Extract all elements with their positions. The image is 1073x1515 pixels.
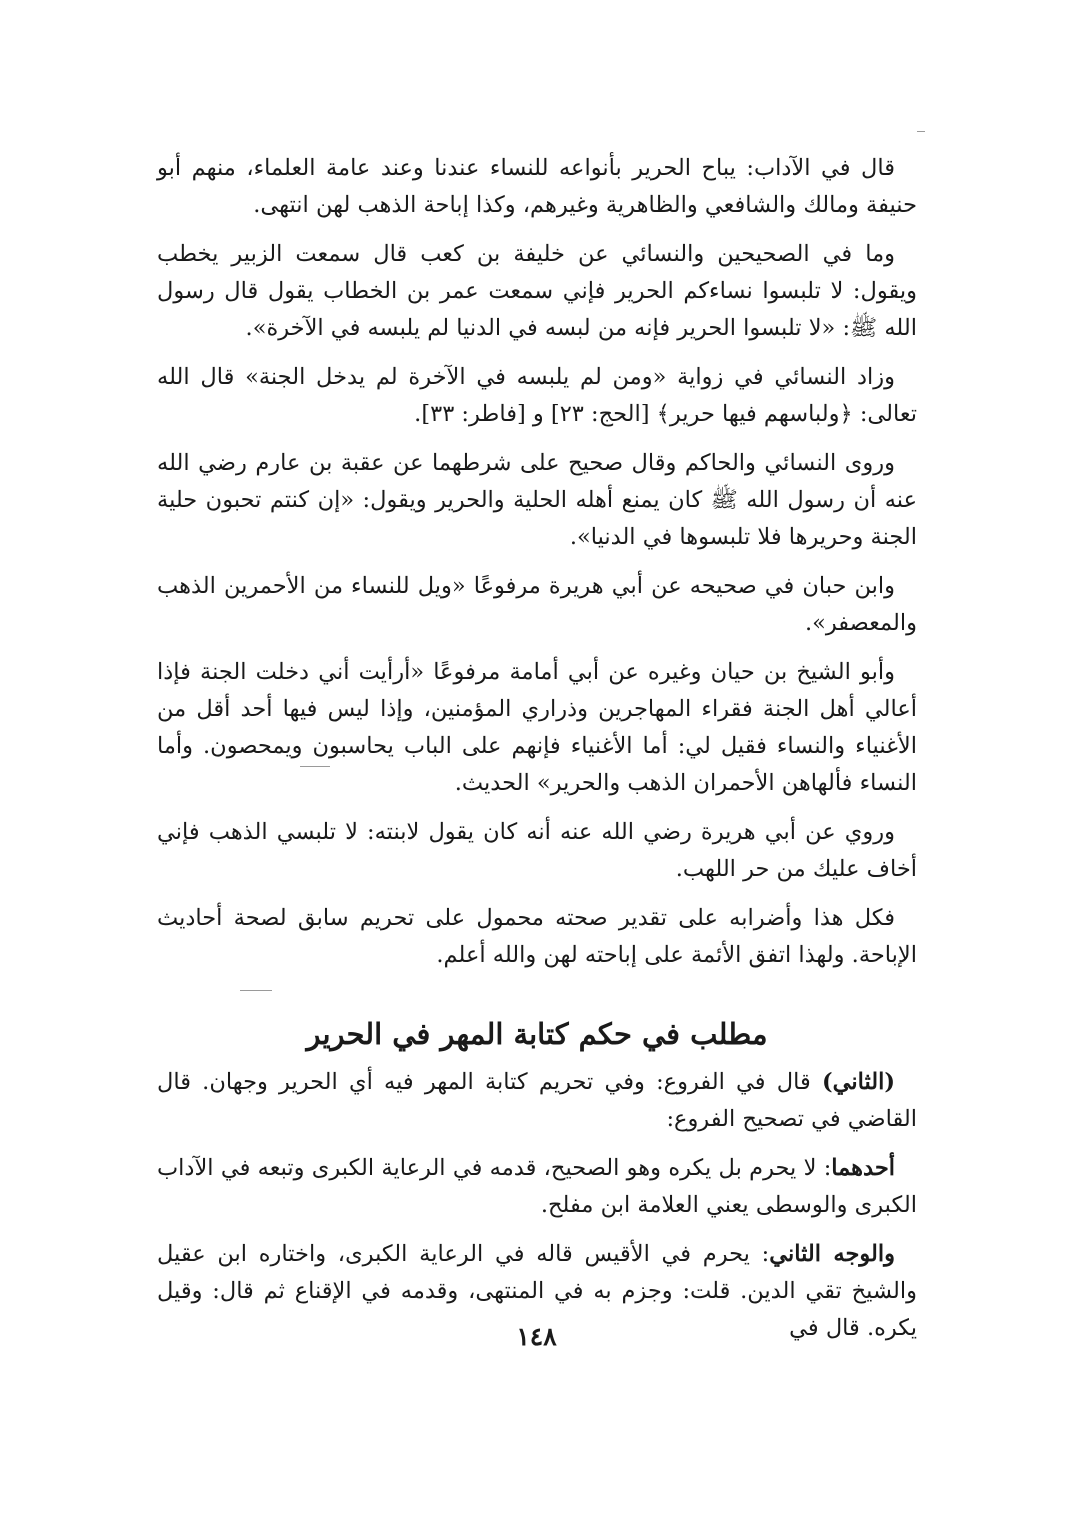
lead-term: والوجه الثاني <box>769 1241 895 1267</box>
paragraph-8: فكل هذا وأضرابه على تقدير صحته محمول على تحريم سابق لصحة أحاديث الإباحة. ولهذا اتفق الأئمة على إباحته لهن والله أعلم. <box>157 905 917 968</box>
paragraph-text: قال في الفروع: وفي تحريم كتابة المهر فيه أي الحرير وجهان. قال القاضي في تصحيح الفروع: <box>157 1069 917 1132</box>
paragraph-3: وزاد النسائي في زواية «ومن لم يلبسه في الآخرة لم يدخل الجنة» قال الله تعالى: ﴿ولباسهم فيها حرير﴾ [الحج: ٢٣] و [فاطر: ٣٣]. <box>157 364 917 427</box>
scan-speck <box>917 131 925 132</box>
paragraph-text: : يحرم في الأقيس قاله في الرعاية الكبرى، واختاره ابن عقيل والشيخ تقي الدين. قلت: وجزم به في المنتهى، وقدمه في الإقناع ثم قال: وقيل يكره. قال في <box>157 1241 917 1341</box>
paragraph-5: وابن حبان في صحيحه عن أبي هريرة مرفوعًا «ويل للنساء من الأحمرين الذهب والمعصفر». <box>157 573 917 636</box>
section-paragraph-1 <box>157 1064 917 1138</box>
paragraph-4: وروى النسائي والحاكم وقال صحيح على شرطهما عن عقبة بن عارم رضي الله عنه أن رسول الله ﷺ كان يمنع أهله الحلية والحرير ويقول: «إن كنتم تحبون حلية الجنة وحريرها فلا تلبسوها في الدنيا». <box>157 450 917 550</box>
paragraph-6: وأبو الشيخ بن حيان وغيره عن أبي أمامة مرفوعًا «أرأيت أني دخلت الجنة فإذا أعالي أهل الجنة فقراء المهاجرين وذراري المؤمنين، وإذا ليس فيها أحد أقل من الأغنياء والنساء فقيل لي: أما الأغنياء فإنهم على الباب يحاسبون ويمحصون. وأما النساء فألهاهن الأحمران الذهب والحرير» الحديث. <box>157 659 917 796</box>
paragraph-text: : لا يحرم بل يكره وهو الصحيح، قدمه في الرعاية الكبرى وتبعه في الآداب الكبرى والوسطى يعني العلامة ابن مفلح. <box>157 1155 917 1218</box>
page-number: ١٤٨ <box>516 1322 557 1351</box>
lead-term: أحدهما <box>831 1155 895 1181</box>
section-paragraph-2 <box>157 1150 917 1224</box>
paragraph-2: وما في الصحيحين والنسائي عن خليفة بن كعب قال سمعت الزبير يخطب ويقول: لا تلبسوا نساءكم الحرير فإني سمعت عمر بن الخطاب يقول قال رسول الله ﷺ: «لا تلبسوا الحرير فإنه من لبسه في الدنيا لم يلبسه في الآخرة». <box>157 241 917 341</box>
section-heading: مطلب في حكم كتابة المهر في الحرير <box>306 1017 768 1051</box>
paragraph-7: وروي عن أبي هريرة رضي الله عنه أنه كان يقول لابنته: لا تلبسي الذهب فإني أخاف عليك من حر اللهب. <box>157 819 917 882</box>
paragraph-1: قال في الآداب: يباح الحرير بأنواعه للنساء عندنا وعند عامة العلماء، منهم أبو حنيفة ومالك والشافعي والظاهرية وغيرهم، وكذا إباحة الذهب لهن انتهى. <box>157 155 917 218</box>
lead-term: (الثاني) <box>821 1069 895 1095</box>
page-body <box>157 150 917 1359</box>
